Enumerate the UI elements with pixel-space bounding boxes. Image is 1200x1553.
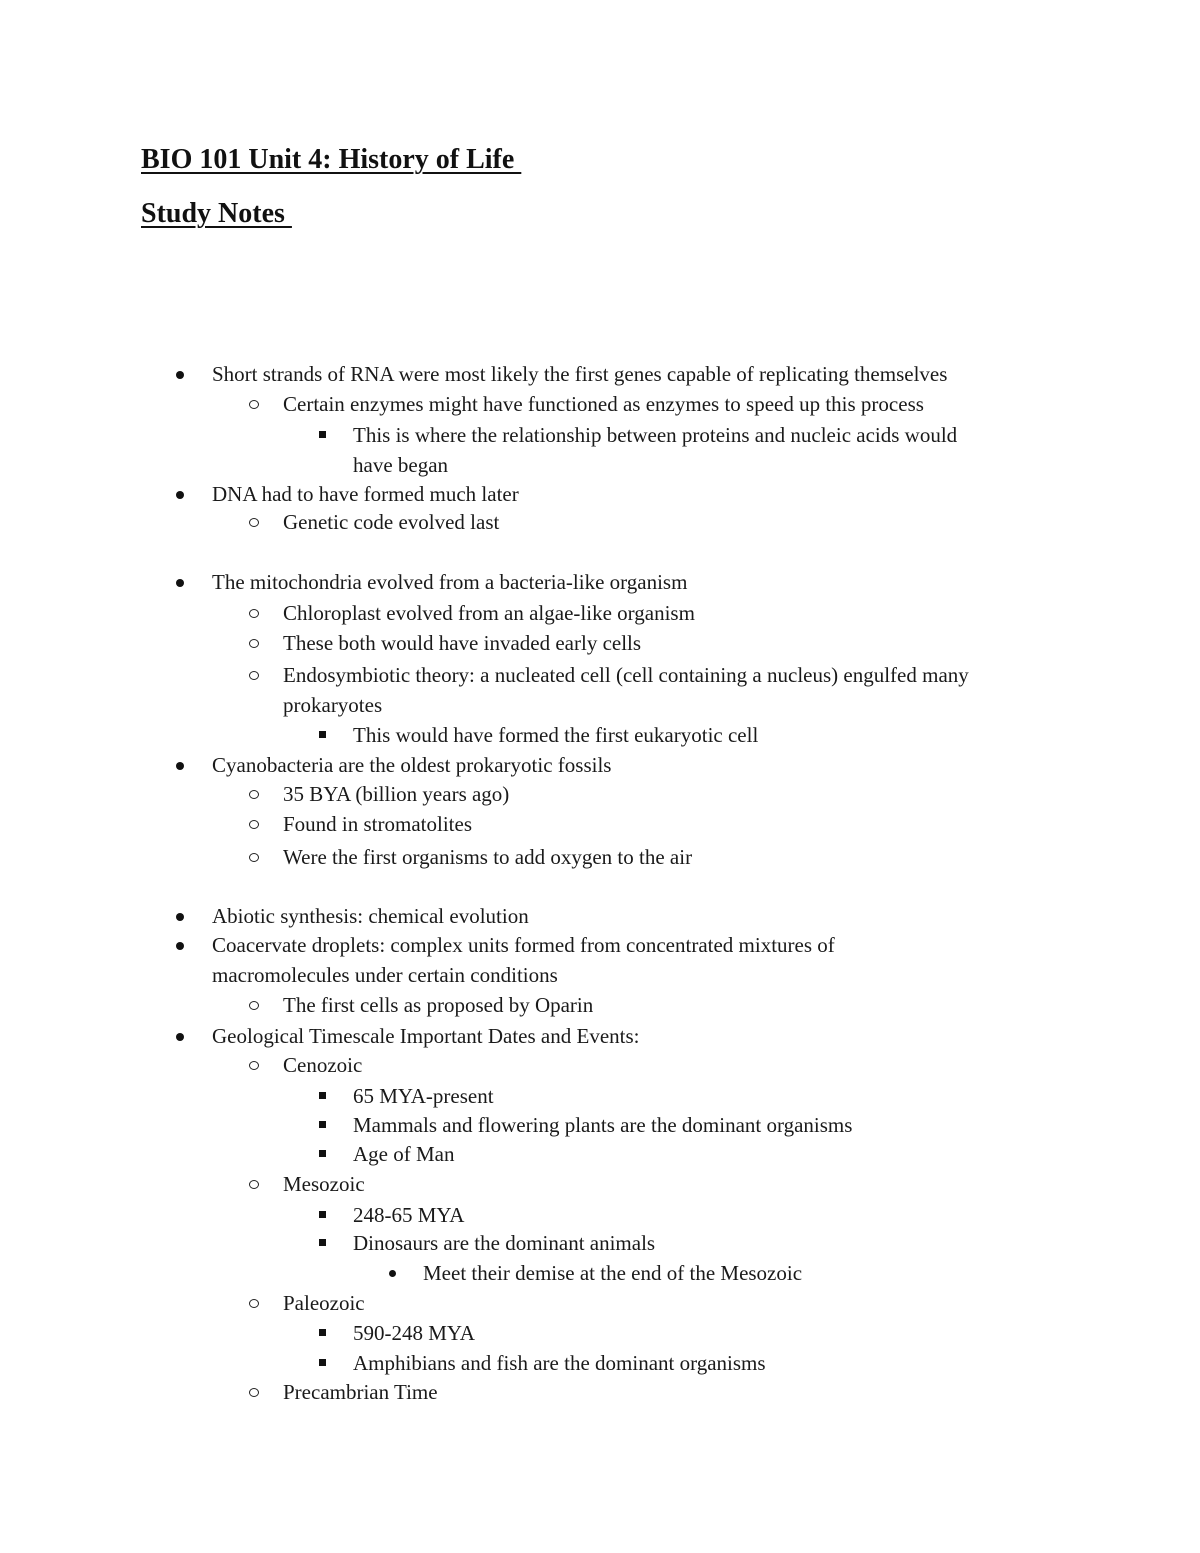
bullet-square-icon [319, 1211, 326, 1218]
bullet-circle-icon [249, 1299, 259, 1308]
list-item: The first cells as proposed by Oparin [283, 990, 593, 1020]
list-item: Short strands of RNA were most likely the first genes capable of replicating themselves [212, 359, 947, 389]
list-item: Abiotic synthesis: chemical evolution [212, 901, 529, 931]
bullet-dot-icon [176, 762, 184, 770]
list-item: Coacervate droplets: complex units formed from concentrated mixtures of macromolecules under certain conditions [212, 930, 835, 990]
list-item: Meet their demise at the end of the Mesozoic [423, 1258, 802, 1288]
bullet-circle-icon [249, 790, 259, 799]
list-item: Certain enzymes might have functioned as enzymes to speed up this process [283, 389, 924, 419]
bullet-square-icon [319, 1121, 326, 1128]
bullet-circle-icon [249, 609, 259, 618]
bullet-circle-icon [249, 518, 259, 527]
bullet-circle-icon [249, 1180, 259, 1189]
list-item: Mammals and flowering plants are the dominant organisms [353, 1110, 852, 1140]
bullet-circle-icon [249, 671, 259, 680]
bullet-dot-icon [176, 579, 184, 587]
page-title: BIO 101 Unit 4: History of Life [141, 144, 522, 175]
list-item: Dinosaurs are the dominant animals [353, 1228, 655, 1258]
list-item: Amphibians and fish are the dominant organisms [353, 1348, 766, 1378]
list-item: Chloroplast evolved from an algae-like organism [283, 598, 695, 628]
bullet-dot-icon [176, 1033, 184, 1041]
list-item: Geological Timescale Important Dates and Events: [212, 1021, 640, 1051]
page-subtitle: Study Notes [141, 198, 292, 229]
bullet-dot-icon [176, 913, 184, 921]
list-item: Genetic code evolved last [283, 507, 499, 537]
bullet-circle-icon [249, 639, 259, 648]
bullet-square-icon [319, 1239, 326, 1246]
list-item: These both would have invaded early cells [283, 628, 641, 658]
bullet-circle-icon [249, 1001, 259, 1010]
bullet-dot-icon [176, 491, 184, 499]
list-item: The mitochondria evolved from a bacteria-like organism [212, 567, 687, 597]
list-item: Precambrian Time [283, 1377, 438, 1407]
list-item: Paleozoic [283, 1288, 365, 1318]
bullet-circle-icon [249, 1061, 259, 1070]
list-item: 35 BYA (billion years ago) [283, 779, 509, 809]
bullet-circle-icon [249, 853, 259, 862]
bullet-square-icon [319, 1092, 326, 1099]
bullet-dot-icon [176, 942, 184, 950]
list-item: This would have formed the first eukaryotic cell [353, 720, 758, 750]
bullet-square-icon [319, 1150, 326, 1157]
bullet-dot-icon [176, 371, 184, 379]
list-item: Found in stromatolites [283, 809, 472, 839]
list-item: DNA had to have formed much later [212, 479, 519, 509]
list-item: Were the first organisms to add oxygen to the air [283, 842, 692, 872]
list-item: Mesozoic [283, 1169, 365, 1199]
bullet-square-icon [319, 1329, 326, 1336]
list-item: 590-248 MYA [353, 1318, 475, 1348]
list-item: This is where the relationship between proteins and nucleic acids would have began [353, 420, 957, 480]
bullet-circle-icon [249, 1388, 259, 1397]
list-item: Cyanobacteria are the oldest prokaryotic fossils [212, 750, 611, 780]
bullet-circle-icon [249, 820, 259, 829]
list-item: Cenozoic [283, 1050, 362, 1080]
bullet-square-icon [319, 431, 326, 438]
list-item: Age of Man [353, 1139, 454, 1169]
bullet-circle-icon [249, 400, 259, 409]
list-item: 248-65 MYA [353, 1200, 464, 1230]
bullet-square-icon [319, 731, 326, 738]
list-item: Endosymbiotic theory: a nucleated cell (cell containing a nucleus) engulfed many prokaryotes [283, 660, 969, 720]
bullet-dot-icon [389, 1270, 396, 1277]
list-item: 65 MYA-present [353, 1081, 494, 1111]
bullet-square-icon [319, 1359, 326, 1366]
